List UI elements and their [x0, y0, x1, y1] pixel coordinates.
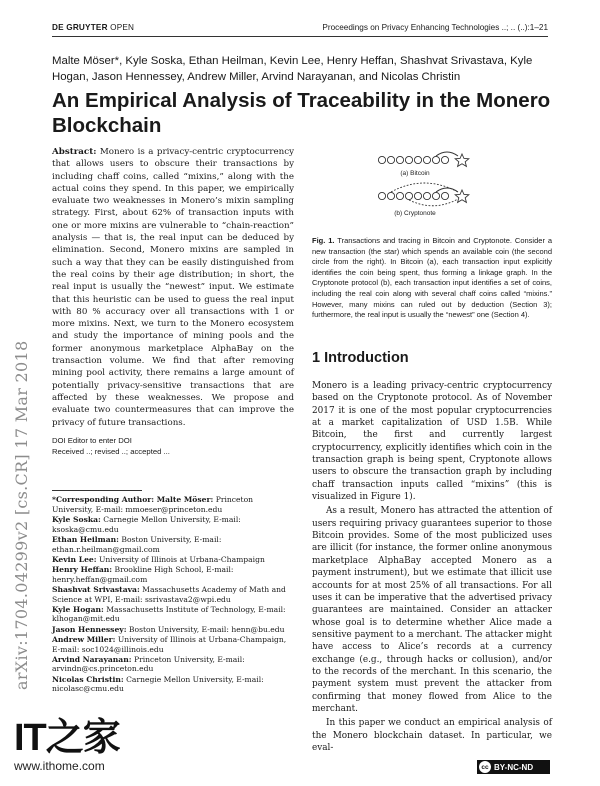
received-line: Received ..; revised ..; accepted ...: [52, 446, 170, 456]
coin-circle: [405, 156, 412, 163]
publisher: [52, 23, 134, 32]
intro-paragraph: In this paper we conduct an empirical analysis of the Monero blockchain dataset. In particular, we eval-: [312, 718, 552, 753]
introduction-body: [312, 380, 552, 754]
affiliation-entry: Ethan Heilman: Boston University, E-mail: ethan.r.heilman@gmail.com: [52, 534, 222, 554]
affiliation-entry: Arvind Narayanan: Princeton University, E-mail: arvindn@cs.princeton.edu: [52, 654, 245, 674]
intro-paragraph: As a result, Monero has attracted the attention of users requiring privacy guarantees superior to those Bitcoin provides. Some of the most publicized uses are illicit (for instance, the former online anonymous marketplace AlphaBay accepted Monero as a payment instrument), but we estimate that illicit use accounts for at most 25% of all transactions. For all uses it can be imperative that the advertised privacy guarantees are maintained. Consider an attacker whose goal is to determine whether Alice made a sensitive payment to a merchant. The attacker might have access to Alice’s records at a currency exchange (e.g., through hacks or collusion), and/or to the records of the merchant. In this scenario, the payment system must prevent the attacker from confirming that money flowed from Alice to the merchant.: [312, 506, 552, 714]
affiliation-entry: Kyle Hogan: Massachusetts Institute of Technology, E-mail: klhogan@mit.edu: [52, 604, 286, 624]
doi-line: DOI Editor to enter DOI: [52, 435, 132, 445]
caption-text: Transactions and tracing in Bitcoin and Cryptonote. Consider a new transaction (the star) which spends an available coin (the second circle from the right). In Bitcoin (a), each transaction input explicitly identifies the coin being spent, thus forming a linkage graph. In the Cryptonote protocol (b), each transaction input identifies a set of coins, including the real coin along with several chaff coins called “mixins.” However, many mixins can ruled out by deduction (Section 3); furthermore, the real input is usually the “newest” one (Section 4).: [312, 236, 553, 320]
ithome-url: www.ithome.com: [14, 759, 105, 773]
figure-caption: [312, 236, 552, 321]
coin-circle: [423, 156, 430, 163]
affiliation-entry: *Corresponding Author: Malte Möser: Princeton University, E-mail: mmoeser@princeton.edu: [52, 495, 254, 514]
affiliations: [52, 490, 294, 695]
abstract-text: Monero is a privacy-centric cryptocurrency that allows users to obscure their transactions by including chaff coins, called “mixins,” along with the actual coins they spend. In this paper, we empirically evaluate two weaknesses in Monero’s mixin sampling strategy. First, about 62% of transaction inputs with one or more mixins are vulnerable to “chain-reaction” analysis — that is, the real input can be deduced by elimination. Second, Monero mixins are sampled in such a way that they can be easily distinguished from the real coins by their age distribution; in short, the real input is usually the “newest” input. We estimate that this heuristic can be used to guess the real input with 80 % accuracy over all transactions with 1 or more mixins. Next, we turn to the Monero ecosystem and study the importance of mining pools and the former anonymous marketplace AlphaBay on the transaction volume. We find that after removing mining pool activity, there remains a large amount of potentially privacy-sensitive transactions that are affected by these weaknesses. We propose and evaluate two countermeasures that can improve the privacy of future transactions.: [52, 147, 294, 428]
publisher-open: OPEN: [110, 23, 135, 32]
affiliation-entry: Kyle Soska: Carnegie Mellon University, E-mail: ksoska@cmu.edu: [52, 514, 241, 534]
arxiv-stamp: arXiv:1704.04299v2 [cs.CR] 17 Mar 2018: [12, 340, 31, 690]
affiliation-entry: Andrew Miller: University of Illinois at Urbana-Champaign, E-mail: soc1024@illinois.edu: [52, 634, 287, 654]
coin-circle: [396, 156, 403, 163]
affiliation-list: [52, 495, 294, 694]
ithome-logo: IT之家: [14, 717, 120, 759]
affiliation-entry: Nicolas Christin: Carnegie Mellon University, E-mail: nicolasc@cmu.edu: [52, 674, 264, 694]
running-header: [52, 22, 548, 37]
license-text: BY-NC-ND: [494, 762, 534, 772]
coin-circle: [414, 156, 421, 163]
author-list: Malte Möser*, Kyle Soska, Ethan Heilman, Kevin Lee, Henry Heffan, Shashvat Srivastava, Kyle Hogan, Jason Hennessey, Andrew Miller, Arvind Narayanan, and Nicolas Christin: [52, 55, 533, 83]
left-column: [52, 146, 294, 457]
coin-circle: [396, 192, 403, 199]
coin-circle: [387, 156, 394, 163]
affiliation-entry: Henry Heffan: Brookline High School, E-mail: henry.heffan@gmail.com: [52, 564, 234, 584]
intro-paragraph: Monero is a leading privacy-centric cryptocurrency based on the Cryptonote protocol. As of November 2017 it is one of the most popular cryptocurrencies at a market capitalization of USD 1.5B. While Bitcoin, the first and currently largest cryptocurrency, explicitly identifies which coin in the transaction graph is being spent, Cryptonote allows users to obscure the transaction graph by including chaff transaction inputs called “mixins” (this is visualized in Figure 1).: [312, 381, 552, 503]
coin-circle: [423, 192, 430, 199]
section-heading-introduction: 1 Introduction: [312, 350, 409, 366]
coin-circle: [414, 192, 421, 199]
abstract-label: Abstract:: [52, 147, 97, 157]
creative-commons-icon: cc: [479, 761, 491, 773]
mixin-arrow: [391, 183, 458, 192]
ithome-watermark: [14, 718, 134, 778]
label-cryptonote: (b) Cryptonote: [394, 210, 436, 217]
caption-label: Fig. 1.: [312, 236, 335, 245]
coin-circle: [405, 192, 412, 199]
affiliation-entry: Kevin Lee: University of Illinois at Urbana-Champaign: [52, 554, 265, 564]
spend-arrow: [436, 152, 458, 156]
paper-title: An Empirical Analysis of Traceability in the Monero Blockchain: [52, 89, 551, 137]
coin-circle: [432, 192, 439, 199]
footnote-rule: [52, 490, 142, 491]
affiliation-entry: Shashvat Srivastava: Massachusetts Academy of Math and Science at WPI, E-mail: ssrivastava2@wpi.edu: [52, 584, 286, 604]
label-bitcoin: (a) Bitcoin: [400, 170, 430, 177]
mixin-arrow: [409, 199, 458, 206]
coin-circle: [378, 192, 385, 199]
editorial-notes: [52, 435, 294, 457]
publisher-name: DE GRUYTER: [52, 23, 108, 32]
coin-circle: [432, 156, 439, 163]
figure-1: [312, 146, 552, 228]
coin-circle: [441, 156, 448, 163]
license-badge: [477, 760, 550, 774]
affiliation-entry: Jason Hennessey: Boston University, E-mail: henn@bu.edu: [52, 624, 285, 634]
coin-circle: [378, 156, 385, 163]
coin-circle: [387, 192, 394, 199]
figure-1-diagram: [312, 146, 552, 228]
proceedings-line: Proceedings on Privacy Enhancing Technologies ..; .. (..):1–21: [322, 23, 548, 32]
coin-circle: [441, 192, 448, 199]
abstract: [52, 146, 294, 429]
